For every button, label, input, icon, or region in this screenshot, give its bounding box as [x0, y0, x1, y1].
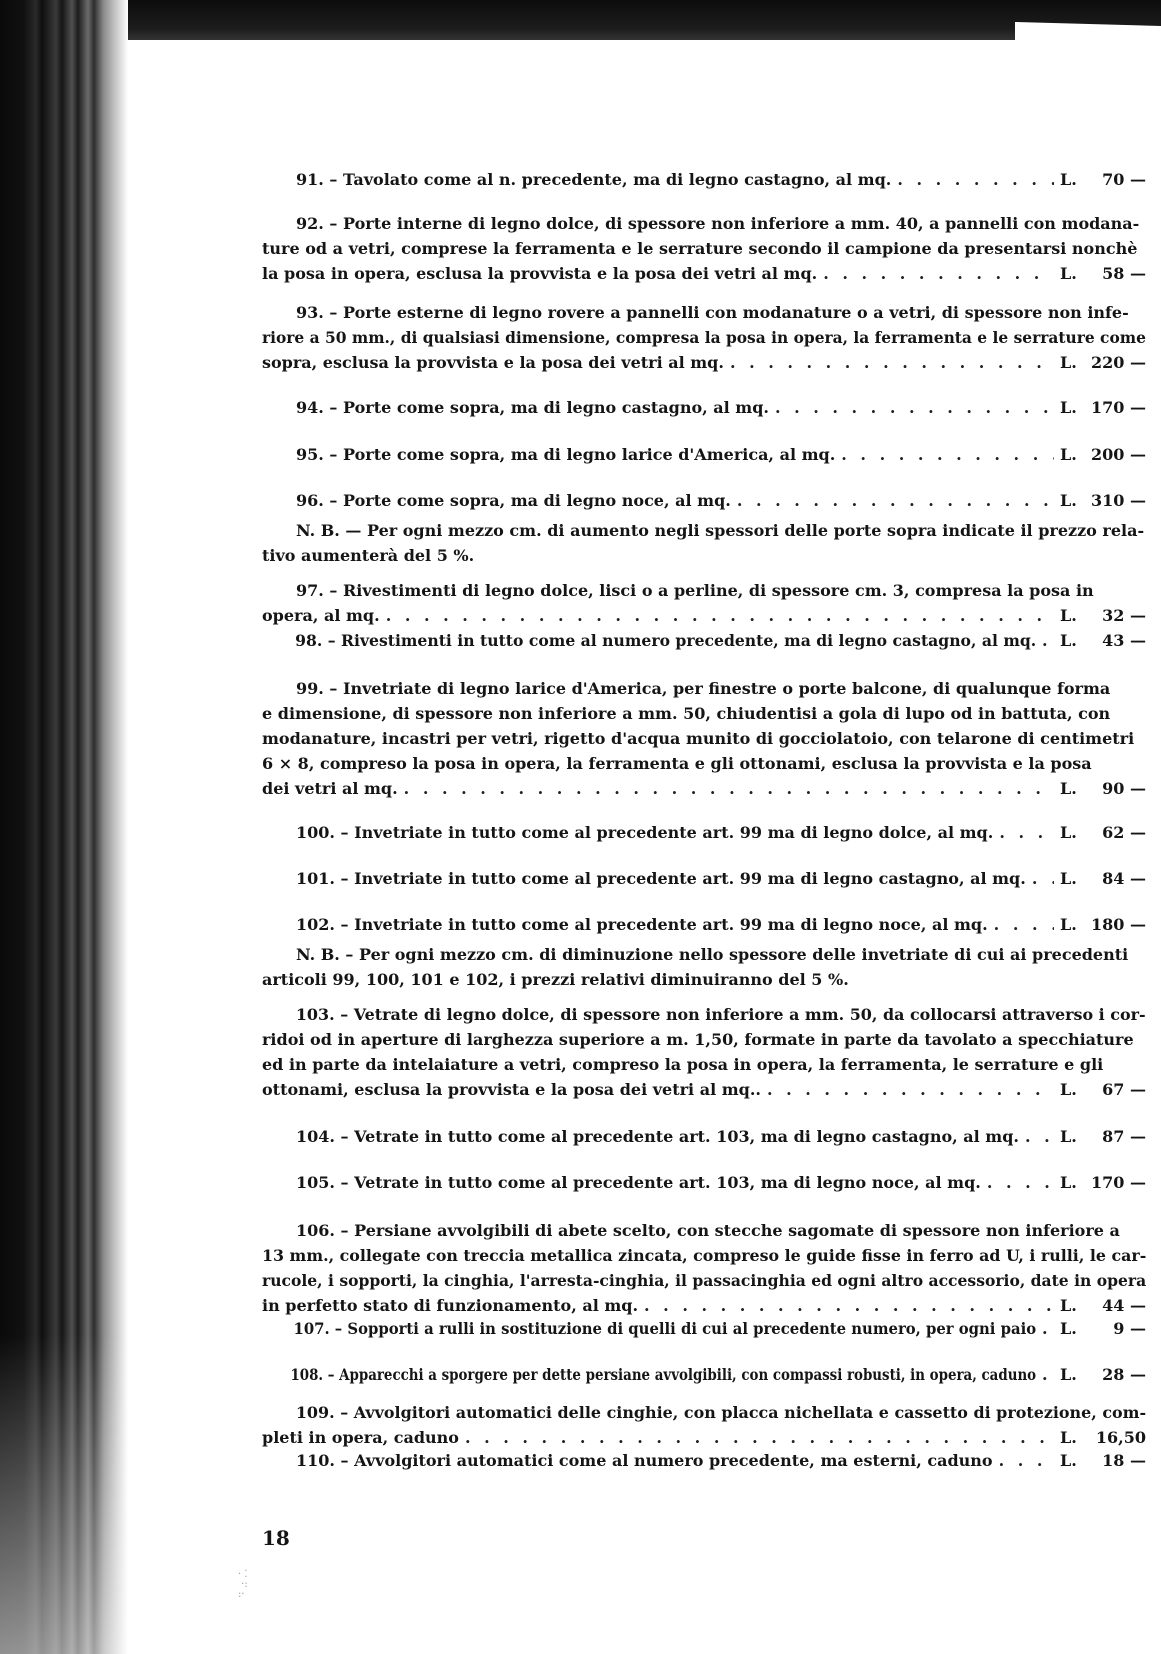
entry-text: – Avvolgitori automatici come al numero precedente, ma esterni, caduno: [340, 1451, 993, 1470]
entry-text: N. B. – Per ogni mezzo cm. di diminuzione nello spessore delle invetriate di cui ai precedenti: [296, 945, 1129, 964]
currency-label: L.: [1060, 779, 1077, 798]
entry-text: – Invetriate in tutto come al precedente art. 99 ma di legno castagno, al mq.: [340, 869, 1026, 888]
entry-number: 96.: [296, 491, 324, 510]
entry-number: 110.: [296, 1451, 335, 1470]
entry-text: 6 × 8, compreso la posa in opera, la ferramenta e gli ottonami, esclusa la provvista e la posa: [262, 754, 1092, 773]
entry-text: ed in parte da intelaiature a vetri, compreso la posa in opera, la ferramenta, le serrature e gli: [262, 1055, 1104, 1074]
entry-text: ottonami, esclusa la provvista e la posa dei vetri al mq..: [262, 1080, 761, 1099]
entry-line: [262, 1027, 1134, 1053]
entry-text: riore a 50 mm., di qualsiasi dimensione, compresa la posa in opera, la ferramenta e le serrature come: [262, 328, 1146, 347]
scan-speck: · ⁚ ·: :·: [238, 1569, 248, 1600]
entry-text: sopra, esclusa la provvista e la posa dei vetri al mq.: [262, 353, 724, 372]
entry-text: – Vetrate in tutto come al precedente art. 103, ma di legno castagno, al mq.: [340, 1127, 1019, 1146]
entry-line: [262, 1268, 1146, 1294]
entry-text: e dimensione, di spessore non inferiore a mm. 50, chiudentisi a gola di lupo od in battuta, con: [262, 704, 1111, 723]
entry-number: 94.: [296, 398, 324, 417]
currency-label: L.: [1060, 445, 1077, 464]
entry-line-priced: [262, 1362, 1146, 1388]
currency-label: L.: [1060, 1080, 1077, 1099]
entry-text: – Persiane avvolgibili di abete scelto, con stecche sagomate di spessore non inferiore a: [340, 1221, 1120, 1240]
dot-leader: [1042, 628, 1054, 654]
currency-label: L.: [1060, 823, 1077, 842]
entry-text: opera, al mq.: [262, 606, 380, 625]
entry-number: 91.: [296, 170, 324, 189]
price-value: 87 —: [1102, 1127, 1146, 1146]
price-value: 58 —: [1102, 264, 1146, 283]
entry-text: articoli 99, 100, 101 e 102, i prezzi relativi diminuiranno del 5 %.: [262, 970, 849, 989]
entry-line: [262, 701, 1110, 727]
entry-number: 103.: [295, 1005, 335, 1024]
entry-text: ridoi od in aperture di larghezza superiore a m. 1,50, formate in parte da tavolato a specchiature: [262, 1030, 1134, 1049]
entry-number: 100.: [296, 823, 335, 842]
entry-line-priced: [262, 820, 1146, 846]
entry-line: [262, 518, 1144, 544]
currency-label: L.: [1060, 606, 1077, 625]
currency-label: L.: [1060, 915, 1077, 934]
dot-leader: [1025, 1124, 1054, 1150]
entry-line: [262, 543, 474, 569]
entry-line-priced: [262, 442, 1146, 468]
entry-text: N. B. — Per ogni mezzo cm. di aumento negli spessori delle porte sopra indicate il prezzo rela-: [296, 521, 1145, 540]
currency-label: L.: [1060, 1365, 1077, 1384]
price-value: 44 —: [1102, 1296, 1146, 1315]
price-value: 90 —: [1102, 779, 1146, 798]
dot-leader: [404, 776, 1054, 802]
entry-line-priced: [262, 1316, 1146, 1342]
dot-leader: [897, 167, 1054, 193]
entry-number: 104.: [296, 1127, 335, 1146]
dot-leader: [823, 261, 1054, 287]
entry-line: [262, 726, 1134, 752]
entry-line-priced: [262, 1448, 1146, 1474]
currency-label: L.: [1060, 170, 1077, 189]
entry-text: 13 mm., collegate con treccia metallica zincata, compreso le guide fisse in ferro ad U, i rulli, le car-: [262, 1246, 1147, 1265]
dot-leader: [1042, 1362, 1054, 1388]
entry-text: in perfetto stato di funzionamento, al mq.: [262, 1296, 639, 1315]
currency-label: L.: [1060, 1428, 1077, 1447]
entry-text: la posa in opera, esclusa la provvista e la posa dei vetri al mq.: [262, 264, 818, 283]
entry-number: 99.: [296, 679, 324, 698]
entry-text: – Vetrate di legno dolce, di spessore non inferiore a mm. 50, da collocarsi attraverso i cor-: [340, 1005, 1146, 1024]
entry-line: [262, 325, 1146, 351]
dot-leader: [999, 1448, 1054, 1474]
entry-text: – Apparecchi a sporgere per dette persiane avvolgibili, con compassi robusti, in opera, caduno: [327, 1365, 1037, 1384]
price-value: 70 —: [1102, 170, 1146, 189]
entry-number: 92.: [296, 214, 324, 233]
price-value: 310 —: [1091, 491, 1146, 510]
entry-number: 109.: [295, 1403, 335, 1422]
entry-text: modanature, incastri per vetri, rigetto d'acqua munito di gocciolatoio, con telarone di centimetri: [262, 729, 1135, 748]
entry-number: 95.: [296, 445, 324, 464]
entry-text: – Porte esterne di legno rovere a pannelli con modanature o a vetri, di spessore non infe-: [329, 303, 1129, 322]
entry-text: – Porte interne di legno dolce, di spessore non inferiore a mm. 40, a pannelli con modana-: [329, 214, 1140, 233]
entry-line: [262, 1243, 1146, 1269]
dot-leader: [1042, 1316, 1054, 1342]
entry-line: [262, 751, 1092, 777]
entry-text: – Porte come sopra, ma di legno larice d'America, al mq.: [329, 445, 836, 464]
dot-leader: [737, 488, 1054, 514]
entry-text: pleti in opera, caduno: [262, 1428, 459, 1447]
dot-leader: [987, 1170, 1054, 1196]
entry-line: [262, 1218, 1120, 1244]
dot-leader: [1032, 866, 1054, 892]
entry-line-priced: [262, 395, 1146, 421]
entry-text: tivo aumenterà del 5 %.: [262, 546, 475, 565]
entry-line-priced: [262, 912, 1146, 938]
price-value: 62 —: [1102, 823, 1146, 842]
entry-text: dei vetri al mq.: [262, 779, 398, 798]
entry-line-priced: [262, 261, 1146, 287]
entry-line: [262, 578, 1094, 604]
entry-text: – Sopporti a rulli in sostituzione di quelli di cui al precedente numero, per ogni paio: [334, 1319, 1037, 1338]
scan-shadow-left: [0, 0, 128, 1654]
price-value: 84 —: [1102, 869, 1146, 888]
entry-line-priced: [262, 1124, 1146, 1150]
currency-label: L.: [1060, 1451, 1077, 1470]
entry-text: – Porte come sopra, ma di legno castagno, al mq.: [329, 398, 769, 417]
entry-line-priced: [262, 776, 1146, 802]
entry-line-priced: [262, 1077, 1146, 1103]
price-value: 16,50: [1095, 1428, 1146, 1447]
dot-leader: [767, 1077, 1054, 1103]
entry-line: [262, 300, 1129, 326]
entry-text: – Porte come sopra, ma di legno noce, al mq.: [329, 491, 731, 510]
entry-line: [262, 942, 1128, 968]
dot-leader: [730, 350, 1054, 376]
entry-number: 105.: [296, 1173, 335, 1192]
entry-line: [262, 1002, 1146, 1028]
entry-number: 93.: [296, 303, 324, 322]
entry-text: – Rivestimenti in tutto come al numero precedente, ma di legno castagno, al mq.: [327, 631, 1037, 650]
price-value: 170 —: [1091, 398, 1146, 417]
price-value: 43 —: [1102, 631, 1146, 650]
entry-text: – Tavolato come al n. precedente, ma di legno castagno, al mq.: [329, 170, 892, 189]
entry-number: 102.: [296, 915, 335, 934]
currency-label: L.: [1060, 869, 1077, 888]
entry-text: – Invetriate in tutto come al precedente art. 99 ma di legno noce, al mq.: [340, 915, 988, 934]
entry-number: 97.: [296, 581, 324, 600]
currency-label: L.: [1060, 1296, 1077, 1315]
entry-text: – Vetrate in tutto come al precedente art. 103, ma di legno noce, al mq.: [340, 1173, 981, 1192]
entry-text: – Invetriate in tutto come al precedente art. 99 ma di legno dolce, al mq.: [340, 823, 994, 842]
price-value: 28 —: [1102, 1365, 1146, 1384]
entry-text: rucole, i sopporti, la cinghia, l'arresta-cinghia, il passacinghia ed ogni altro accessorio, date in opera: [262, 1271, 1147, 1290]
price-value: 18 —: [1102, 1451, 1146, 1470]
entry-line-priced: [262, 350, 1146, 376]
price-value: 200 —: [1091, 445, 1146, 464]
entry-line-priced: [262, 167, 1146, 193]
entry-text: – Invetriate di legno larice d'America, per finestre o porte balcone, di qualunque forma: [329, 679, 1111, 698]
dot-leader: [994, 912, 1054, 938]
price-value: 170 —: [1091, 1173, 1146, 1192]
entry-line: [262, 1400, 1146, 1426]
dot-leader: [999, 820, 1054, 846]
entry-line: [262, 236, 1137, 262]
currency-label: L.: [1060, 631, 1077, 650]
entry-text: – Avvolgitori automatici delle cinghie, con placca nichellata e cassetto di protezione, com-: [340, 1403, 1147, 1422]
dot-leader: [386, 603, 1054, 629]
entry-text: ture od a vetri, comprese la ferramenta e le serrature secondo il campione da presentarsi nonchè: [262, 239, 1138, 258]
page-number: 18: [262, 1526, 290, 1550]
entry-number: 108.: [290, 1365, 324, 1384]
entry-line-priced: [262, 1170, 1146, 1196]
currency-label: L.: [1060, 264, 1077, 283]
entry-line: [262, 967, 849, 993]
entry-number: 98.: [295, 631, 323, 650]
entry-text: – Rivestimenti di legno dolce, lisci o a perline, di spessore cm. 3, compresa la posa in: [329, 581, 1094, 600]
entry-number: 101.: [296, 869, 335, 888]
scan-shadow-top: [0, 0, 1161, 48]
dot-leader: [775, 395, 1054, 421]
entry-number: 107.: [293, 1319, 330, 1338]
dot-leader: [841, 442, 1054, 468]
currency-label: L.: [1060, 1173, 1077, 1192]
currency-label: L.: [1060, 491, 1077, 510]
entry-line: [262, 1052, 1103, 1078]
price-value: 67 —: [1102, 1080, 1146, 1099]
entry-number: 106.: [296, 1221, 335, 1240]
entry-line-priced: [262, 628, 1146, 654]
currency-label: L.: [1060, 1319, 1077, 1338]
currency-label: L.: [1060, 1127, 1077, 1146]
currency-label: L.: [1060, 353, 1077, 372]
entry-line-priced: [262, 603, 1146, 629]
currency-label: L.: [1060, 398, 1077, 417]
price-value: 9 —: [1113, 1319, 1146, 1338]
entry-line: [262, 676, 1110, 702]
price-value: 220 —: [1091, 353, 1146, 372]
price-value: 32 —: [1102, 606, 1146, 625]
price-value: 180 —: [1091, 915, 1146, 934]
entry-line: [262, 211, 1139, 237]
entry-line-priced: [262, 488, 1146, 514]
entry-line-priced: [262, 866, 1146, 892]
